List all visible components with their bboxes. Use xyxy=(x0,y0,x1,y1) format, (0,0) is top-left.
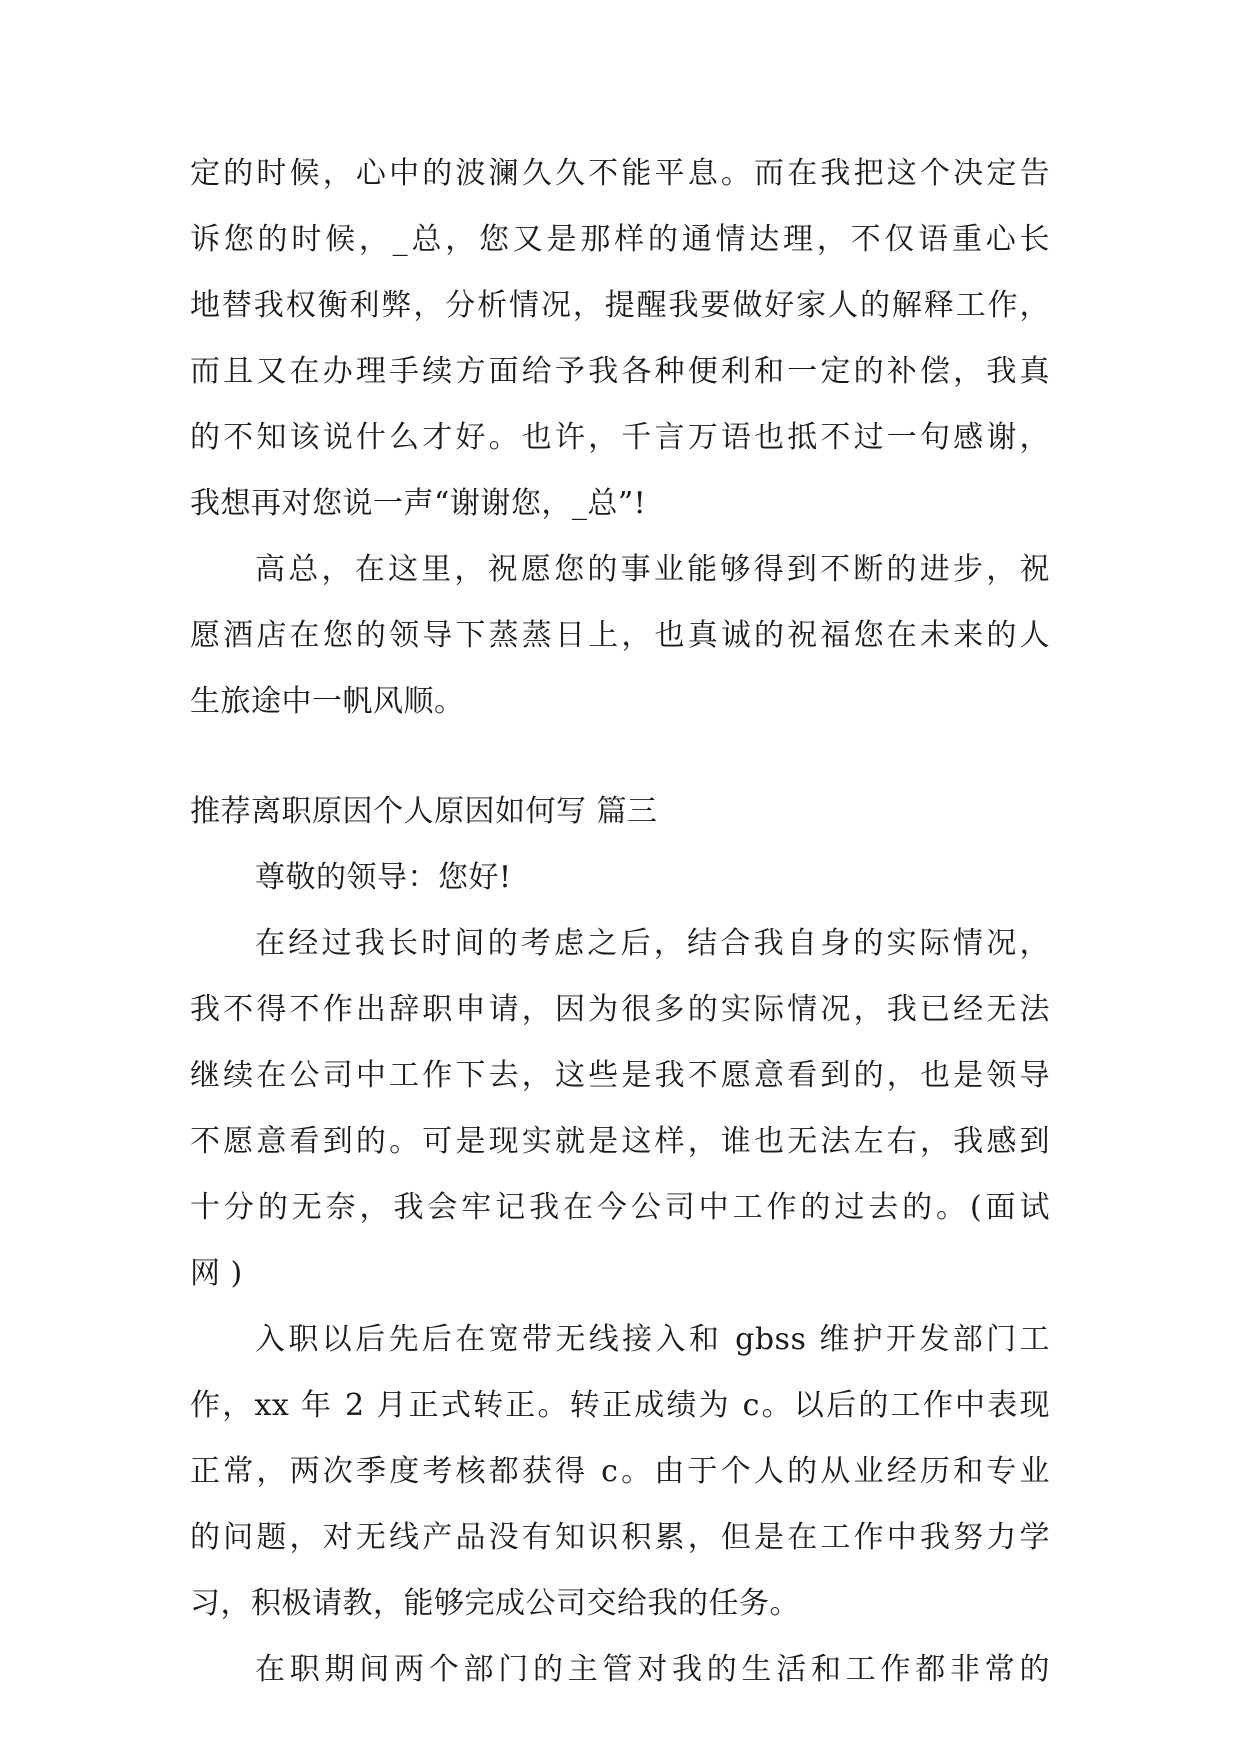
paragraph-line: 不愿意看到的。可是现实就是这样，谁也无法左右，我感到 xyxy=(190,1124,1050,1159)
paragraph-line: 定的时候，心中的波澜久久不能平息。而在我把这个决定告 xyxy=(190,156,1050,191)
salutation: 尊敬的领导：您好! xyxy=(255,860,512,895)
section-heading: 推荐离职原因个人原因如何写 篇三 xyxy=(190,794,658,829)
paragraph-line: 的问题，对无线产品没有知识积累，但是在工作中我努力学 xyxy=(190,1520,1050,1555)
paragraph-line: 愿酒店在您的领导下蒸蒸日上，也真诚的祝福您在未来的人 xyxy=(190,618,1050,653)
paragraph-line: 生旅途中一帆风顺。 xyxy=(190,684,465,719)
paragraph-line: 入职以后先后在宽带无线接入和 gbss 维护开发部门工 xyxy=(255,1322,1050,1357)
paragraph-line: 高总，在这里，祝愿您的事业能够得到不断的进步，祝 xyxy=(255,552,1050,587)
paragraph-line: 的不知该说什么才好。也许，千言万语也抵不过一句感谢， xyxy=(190,420,1050,455)
paragraph-line: 我不得不作出辞职申请，因为很多的实际情况，我已经无法 xyxy=(190,992,1050,1027)
paragraph-line: 在经过我长时间的考虑之后，结合我自身的实际情况， xyxy=(255,926,1050,961)
paragraph-line: 网 ) xyxy=(190,1256,243,1291)
paragraph-line: 作，xx 年 2 月正式转正。转正成绩为 c。以后的工作中表现 xyxy=(190,1388,1050,1423)
paragraph-line: 继续在公司中工作下去，这些是我不愿意看到的，也是领导 xyxy=(190,1058,1050,1093)
paragraph-line: 习，积极请教，能够完成公司交给我的任务。 xyxy=(190,1586,800,1621)
paragraph-line: 十分的无奈，我会牢记我在今公司中工作的过去的。(面试 xyxy=(190,1190,1050,1225)
paragraph-line: 正常，两次季度考核都获得 c。由于个人的从业经历和专业 xyxy=(190,1454,1050,1489)
paragraph-line: 在职期间两个部门的主管对我的生活和工作都非常的 xyxy=(255,1652,1050,1687)
paragraph-line: 我想再对您说一声“谢谢您，_总”! xyxy=(190,486,647,521)
paragraph-line: 诉您的时候，_总，您又是那样的通情达理，不仅语重心长 xyxy=(190,222,1050,257)
paragraph-line: 地替我权衡利弊，分析情况，提醒我要做好家人的解释工作， xyxy=(190,288,1050,323)
paragraph-line: 而且又在办理手续方面给予我各种便利和一定的补偿，我真 xyxy=(190,354,1050,389)
